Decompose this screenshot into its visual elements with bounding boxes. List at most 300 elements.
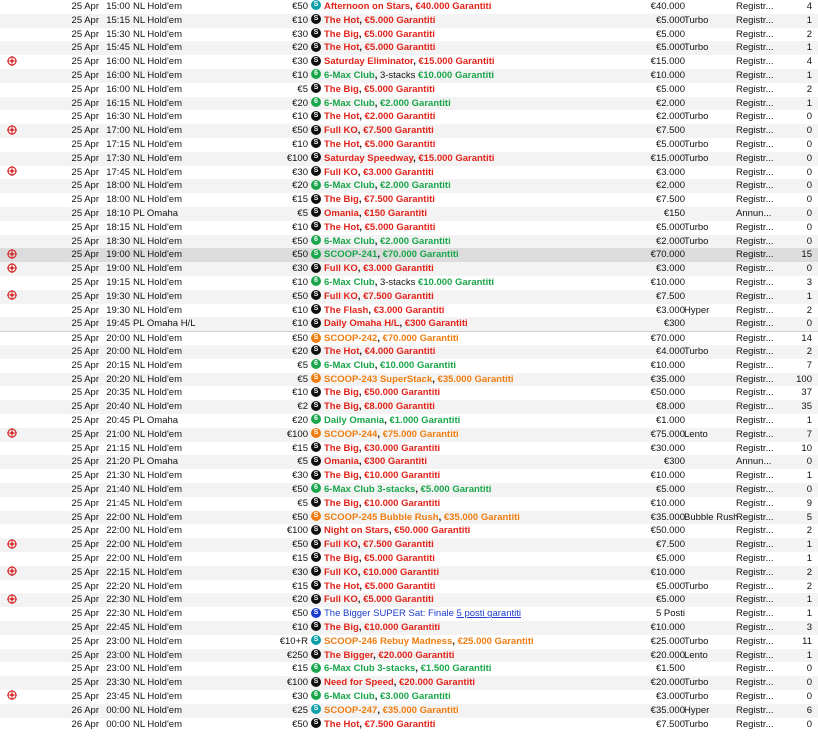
tournament-title: Night on Stars	[324, 525, 389, 537]
room-badge-icon: S	[311, 456, 321, 466]
speed-cell: Hyper	[684, 304, 710, 316]
guarantee-text: €35.000 Garantiti	[382, 704, 459, 716]
table-row[interactable]	[0, 524, 818, 538]
prize-cell: €1.000	[655, 415, 685, 426]
status-cell: Registr...	[736, 97, 774, 109]
players-cell: 1	[806, 97, 812, 109]
table-row[interactable]	[0, 0, 818, 14]
buyin-cell: €15	[292, 663, 308, 675]
table-row[interactable]	[0, 511, 818, 525]
late-reg-cell	[5, 690, 19, 704]
date-cell: 25 Apr	[71, 663, 99, 675]
time-cell: 18:15	[106, 221, 130, 233]
date-cell: 25 Apr	[71, 221, 99, 233]
game-cell: PL Omaha	[133, 208, 179, 219]
status-cell: Registr...	[736, 704, 774, 716]
table-row[interactable]	[0, 552, 818, 566]
table-row[interactable]	[0, 676, 818, 690]
time-cell: 20:00	[106, 333, 130, 345]
tournament-name-cell: S Full KO, €3.000 Garantiti	[311, 166, 627, 180]
guarantee-text: €5.000 Garantiti	[364, 139, 436, 150]
table-row[interactable]	[0, 290, 818, 304]
status-cell: Registr...	[736, 56, 774, 68]
table-row[interactable]	[0, 400, 818, 414]
prize-cell: €10.000	[650, 470, 685, 482]
date-cell: 25 Apr	[71, 304, 99, 316]
guarantee-text: €2.000 Garantiti	[379, 97, 451, 109]
room-badge-icon: S	[311, 566, 321, 576]
date-cell: 25 Apr	[71, 442, 99, 454]
table-row[interactable]	[0, 207, 818, 221]
buyin-cell: €30	[292, 263, 308, 275]
prize-cell: €30.000	[650, 442, 685, 454]
prize-cell: €5.000	[655, 14, 685, 26]
buyin-cell: €50	[292, 608, 308, 620]
room-badge-icon: 6	[311, 69, 321, 79]
time-cell: 00:00	[106, 704, 130, 716]
buyin-cell: €10	[292, 111, 308, 123]
players-cell: 7	[806, 359, 812, 371]
tournament-title: Omania	[324, 208, 359, 219]
date-cell: 25 Apr	[71, 649, 99, 661]
room-badge-icon: S	[311, 442, 321, 452]
prize-cell: €2.000	[655, 111, 685, 123]
buyin-cell: €50	[292, 718, 308, 730]
tournament-title: The Bigger SUPER Sat: Finale	[324, 608, 454, 620]
buyin-cell: €30	[292, 470, 308, 482]
date-cell: 25 Apr	[71, 525, 99, 537]
prize-cell: €8.000	[655, 401, 685, 413]
prize-cell: €70.000	[650, 249, 685, 261]
time-cell: 16:00	[106, 70, 130, 81]
players-cell: 0	[806, 691, 812, 702]
tournament-name-cell: 6 6-Max Club, €3.000 Garantiti	[311, 690, 627, 704]
room-badge-icon: S	[311, 304, 321, 314]
tournament-title: The Hot	[324, 346, 360, 357]
buyin-cell: €5	[297, 83, 308, 95]
table-row[interactable]	[0, 317, 818, 331]
room-badge-icon: S	[311, 83, 321, 93]
tournament-title: 6-Max Club 3-stacks	[324, 663, 416, 675]
table-row[interactable]	[0, 221, 818, 235]
room-badge-icon: S	[311, 470, 321, 480]
room-badge-icon: 6	[311, 690, 321, 700]
time-cell: 20:00	[106, 346, 130, 357]
tournament-title: The Bigger	[324, 649, 374, 661]
time-cell: 21:20	[106, 456, 130, 468]
table-row[interactable]	[0, 580, 818, 594]
table-row[interactable]	[0, 28, 818, 42]
table-row[interactable]	[0, 593, 818, 607]
table-row[interactable]	[0, 414, 818, 428]
time-cell: 18:00	[106, 194, 130, 206]
table-row[interactable]	[0, 55, 818, 69]
guarantee-text: 5 posti garantiti	[456, 608, 521, 620]
date-cell: 25 Apr	[71, 83, 99, 95]
prize-cell: €5.000	[655, 83, 685, 95]
speed-cell: Turbo	[684, 42, 709, 54]
time-cell: 22:15	[106, 566, 130, 578]
time-cell: 23:00	[106, 635, 130, 647]
tournament-title: 6-Max Club	[324, 97, 375, 109]
time-cell: 19:30	[106, 304, 130, 316]
tournament-name-cell: S Night on Stars, €50.000 Garantiti	[311, 524, 627, 538]
table-row[interactable]	[0, 469, 818, 483]
status-cell: Registr...	[736, 318, 774, 330]
status-cell: Registr...	[736, 263, 774, 275]
table-row[interactable]	[0, 345, 818, 359]
tournament-title: SCOOP-246 Rebuy Madness	[324, 635, 453, 647]
room-badge-icon: S	[311, 635, 321, 645]
tournament-name-cell: S SCOOP-241, €70.000 Garantiti	[311, 248, 627, 262]
guarantee-text: €150 Garantiti	[364, 208, 427, 219]
table-row[interactable]	[0, 359, 818, 373]
prize-cell: €10.000	[650, 277, 685, 288]
tournament-name-cell: S Full KO, €7.500 Garantiti	[311, 290, 627, 304]
guarantee-text: €7.500 Garantiti	[363, 290, 434, 302]
tournament-name-cell: 6 6-Max Club, 3-stacks €10.000 Garantiti	[311, 276, 627, 290]
room-badge-icon: 6	[311, 414, 321, 424]
guarantee-text: €1.000 Garantiti	[389, 415, 461, 426]
speed-cell: Turbo	[684, 111, 709, 123]
status-cell: Registr...	[736, 608, 774, 620]
tournament-title: 6-Max Club	[324, 277, 375, 288]
prize-cell: 5 Posti	[655, 608, 685, 620]
players-cell: 14	[801, 333, 812, 345]
guarantee-text: €5.000 Garantiti	[420, 484, 492, 495]
status-cell: Registr...	[736, 553, 774, 564]
time-cell: 21:00	[106, 428, 130, 440]
date-cell: 25 Apr	[71, 97, 99, 109]
buyin-cell: €10	[292, 14, 308, 26]
prize-cell: €10.000	[650, 622, 685, 633]
tournament-title: The Big	[324, 497, 359, 509]
table-row[interactable]	[0, 166, 818, 180]
players-cell: 3	[806, 622, 812, 633]
time-cell: 18:30	[106, 235, 130, 247]
table-row[interactable]	[0, 635, 818, 649]
players-cell: 0	[806, 718, 812, 730]
buyin-cell: €10	[292, 622, 308, 633]
time-cell: 00:00	[106, 718, 130, 730]
tournament-title: The Big	[324, 553, 359, 564]
table-row[interactable]	[0, 497, 818, 511]
tournament-title: Afternoon on Stars	[324, 1, 411, 12]
table-row[interactable]	[0, 179, 818, 193]
speed-cell: Turbo	[684, 139, 709, 150]
room-badge-icon: S	[311, 539, 321, 549]
guarantee-text: €5.000 Garantiti	[364, 42, 436, 54]
buyin-cell: €250	[286, 649, 308, 661]
game-cell: NL Hold'em	[133, 333, 182, 345]
tournament-title: SCOOP-245 Bubble Rush	[324, 511, 439, 523]
room-badge-icon: S	[311, 56, 321, 66]
prize-cell: €25.000	[650, 635, 685, 647]
time-cell: 22:30	[106, 594, 130, 606]
status-cell: Registr...	[736, 1, 774, 12]
tournament-name-cell: S SCOOP-247, €35.000 Garantiti	[311, 704, 627, 718]
table-row[interactable]	[0, 442, 818, 456]
tournament-name-cell: S The Big, €8.000 Garantiti	[311, 400, 627, 414]
table-row[interactable]	[0, 428, 818, 442]
table-row[interactable]	[0, 373, 818, 387]
speed-cell: Turbo	[684, 677, 709, 689]
guarantee-text: €7.500 Garantiti	[363, 125, 434, 137]
buyin-cell: €30	[292, 56, 308, 68]
table-row[interactable]	[0, 110, 818, 124]
buyin-cell: €10+R	[279, 635, 308, 647]
buyin-cell: €30	[292, 166, 308, 178]
tournament-title: 6-Max Club	[324, 359, 375, 371]
prize-cell: €4.000	[655, 346, 685, 357]
buyin-cell: €25	[292, 704, 308, 716]
target-icon	[7, 594, 17, 605]
date-cell: 25 Apr	[71, 635, 99, 647]
tournament-extra: 3-stacks	[379, 70, 416, 81]
tournament-title: Need for Speed	[324, 677, 394, 689]
game-cell: NL Hold'em	[133, 42, 182, 54]
room-badge-icon: S	[311, 649, 321, 659]
date-cell: 25 Apr	[71, 359, 99, 371]
date-cell: 25 Apr	[71, 42, 99, 54]
time-cell: 22:30	[106, 608, 130, 620]
date-cell: 25 Apr	[71, 622, 99, 633]
status-cell: Registr...	[736, 566, 774, 578]
table-row[interactable]	[0, 193, 818, 207]
prize-cell: €300	[663, 456, 685, 468]
time-cell: 16:15	[106, 97, 130, 109]
room-badge-icon: S	[311, 221, 321, 231]
tournament-title: The Big	[324, 387, 359, 399]
time-cell: 19:30	[106, 290, 130, 302]
prize-cell: €7.500	[655, 718, 685, 730]
game-cell: NL Hold'em	[133, 359, 182, 371]
table-row[interactable]	[0, 152, 818, 166]
guarantee-text: €10.000 Garantiti	[364, 622, 441, 633]
table-row[interactable]	[0, 276, 818, 290]
status-cell: Registr...	[736, 663, 774, 675]
buyin-cell: €50	[292, 1, 308, 12]
players-cell: 1	[806, 470, 812, 482]
buyin-cell: €10	[292, 277, 308, 288]
guarantee-text: €30.000 Garantiti	[364, 442, 441, 454]
table-row[interactable]	[0, 607, 818, 621]
table-row[interactable]	[0, 649, 818, 663]
buyin-cell: €5	[297, 208, 308, 219]
date-cell: 25 Apr	[71, 594, 99, 606]
tournament-name-cell: S Daily Omaha H/L, €300 Garantiti	[311, 317, 627, 331]
tournament-name-cell: S SCOOP-246 Rebuy Madness, €25.000 Garantiti	[311, 635, 627, 649]
players-cell: 1	[806, 539, 812, 551]
game-cell: NL Hold'em	[133, 539, 182, 551]
tournament-name-cell: S Saturday Speedway, €15.000 Garantiti	[311, 152, 627, 166]
table-row[interactable]	[0, 262, 818, 276]
game-cell: NL Hold'em	[133, 83, 182, 95]
time-cell: 18:10	[106, 208, 130, 219]
date-cell: 25 Apr	[71, 125, 99, 137]
game-cell: NL Hold'em	[133, 387, 182, 399]
table-row[interactable]	[0, 331, 818, 346]
prize-cell: €10.000	[650, 70, 685, 81]
game-cell: NL Hold'em	[133, 635, 182, 647]
date-cell: 25 Apr	[71, 70, 99, 81]
guarantee-text: €10.000 Garantiti	[363, 566, 440, 578]
players-cell: 0	[806, 235, 812, 247]
table-row[interactable]	[0, 235, 818, 249]
date-cell: 25 Apr	[71, 484, 99, 495]
date-cell: 25 Apr	[71, 235, 99, 247]
time-cell: 20:40	[106, 401, 130, 413]
speed-cell: Turbo	[684, 14, 709, 26]
late-reg-cell	[5, 538, 19, 552]
tournament-title: The Big	[324, 470, 359, 482]
game-cell: NL Hold'em	[133, 194, 182, 206]
status-cell: Registr...	[736, 470, 774, 482]
table-row[interactable]	[0, 538, 818, 552]
tournament-name-cell: S SCOOP-244, €75.000 Garantiti	[311, 428, 627, 442]
status-cell: Registr...	[736, 691, 774, 702]
time-cell: 19:00	[106, 249, 130, 261]
table-row[interactable]	[0, 483, 818, 497]
buyin-cell: €50	[292, 125, 308, 137]
buyin-cell: €100	[286, 428, 308, 440]
speed-cell: Turbo	[684, 346, 709, 357]
game-cell: NL Hold'em	[133, 180, 182, 192]
game-cell: NL Hold'em	[133, 566, 182, 578]
tournament-title: The Flash	[324, 304, 369, 316]
room-badge-icon: S	[311, 608, 321, 618]
time-cell: 18:00	[106, 180, 130, 192]
room-badge-icon: S	[311, 138, 321, 148]
tournament-name-cell: S The Big, €5.000 Garantiti	[311, 83, 627, 97]
buyin-cell: €100	[286, 152, 308, 164]
room-badge-icon: S	[311, 525, 321, 535]
tournament-title: Full KO	[324, 566, 358, 578]
late-reg-cell	[5, 566, 19, 580]
guarantee-text: €7.500 Garantiti	[363, 539, 434, 551]
players-cell: 2	[806, 580, 812, 592]
game-cell: NL Hold'em	[133, 235, 182, 247]
players-cell: 0	[806, 194, 812, 206]
tournament-name-cell: 6 6-Max Club 3-stacks, €1.500 Garantiti	[311, 662, 627, 676]
prize-cell: €3.000	[655, 166, 685, 178]
guarantee-text: €10.000 Garantiti	[364, 497, 441, 509]
game-cell: NL Hold'em	[133, 525, 182, 537]
target-icon	[7, 291, 17, 302]
table-row[interactable]	[0, 97, 818, 111]
time-cell: 20:15	[106, 359, 130, 371]
guarantee-text: €40.000 Garantiti	[415, 1, 492, 12]
game-cell: PL Omaha H/L	[133, 318, 196, 330]
time-cell: 15:45	[106, 42, 130, 54]
game-cell: NL Hold'em	[133, 608, 182, 620]
guarantee-text: €2.000 Garantiti	[364, 111, 436, 123]
table-row[interactable]	[0, 704, 818, 718]
table-row[interactable]	[0, 718, 818, 732]
status-cell: Registr...	[736, 511, 774, 523]
buyin-cell: €30	[292, 691, 308, 702]
target-icon	[7, 263, 17, 274]
status-cell: Registr...	[736, 415, 774, 426]
tournament-name-cell: S The Big, €30.000 Garantiti	[311, 442, 627, 456]
date-cell: 25 Apr	[71, 566, 99, 578]
tournament-title: The Big	[324, 622, 359, 633]
table-row[interactable]	[0, 386, 818, 400]
table-row[interactable]	[0, 83, 818, 97]
buyin-cell: €10	[292, 304, 308, 316]
date-cell: 25 Apr	[71, 152, 99, 164]
room-badge-icon: S	[311, 125, 321, 135]
time-cell: 22:45	[106, 622, 130, 633]
table-row[interactable]	[0, 69, 818, 83]
tournament-title: The Big	[324, 442, 359, 454]
table-row[interactable]	[0, 662, 818, 676]
time-cell: 16:30	[106, 111, 130, 123]
prize-cell: €2.000	[655, 97, 685, 109]
date-cell: 25 Apr	[71, 290, 99, 302]
tournament-title: The Hot	[324, 718, 360, 730]
tournament-title: The Hot	[324, 139, 360, 150]
room-badge-icon: S	[311, 373, 321, 383]
tournament-name-cell: 6 6-Max Club, €2.000 Garantiti	[311, 235, 627, 249]
prize-cell: €2.000	[655, 180, 685, 192]
tournament-name-cell: 6 6-Max Club, 3-stacks €10.000 Garantiti	[311, 69, 627, 83]
room-badge-icon: S	[311, 207, 321, 217]
table-row[interactable]	[0, 566, 818, 580]
game-cell: NL Hold'em	[133, 594, 182, 606]
room-badge-icon: S	[311, 194, 321, 204]
tournament-title: Saturday Speedway	[324, 152, 414, 164]
guarantee-text: €5.000 Garantiti	[364, 83, 435, 95]
table-row[interactable]	[0, 455, 818, 469]
players-cell: 2	[806, 28, 812, 40]
game-cell: NL Hold'em	[133, 580, 182, 592]
guarantee-text: €50.000 Garantiti	[394, 525, 471, 537]
tournament-title: The Hot	[324, 42, 360, 54]
speed-cell: Turbo	[684, 691, 709, 702]
guarantee-text: €2.000 Garantiti	[379, 235, 451, 247]
date-cell: 25 Apr	[71, 1, 99, 12]
game-cell: NL Hold'em	[133, 56, 182, 68]
time-cell: 21:30	[106, 470, 130, 482]
table-row[interactable]	[0, 690, 818, 704]
table-row[interactable]	[0, 138, 818, 152]
room-badge-icon: S	[311, 677, 321, 687]
status-cell: Registr...	[736, 304, 774, 316]
room-badge-icon: S	[311, 263, 321, 273]
table-row[interactable]	[0, 41, 818, 55]
buyin-cell: €20	[292, 415, 308, 426]
prize-cell: €1.500	[655, 663, 685, 675]
table-row[interactable]	[0, 248, 818, 262]
table-row[interactable]	[0, 14, 818, 28]
status-cell: Registr...	[736, 249, 774, 261]
prize-cell: €7.500	[655, 539, 685, 551]
room-badge-icon: S	[311, 345, 321, 355]
table-row[interactable]	[0, 304, 818, 318]
table-row[interactable]	[0, 124, 818, 138]
prize-cell: €10.000	[650, 566, 685, 578]
players-cell: 0	[806, 677, 812, 689]
tournament-name-cell: S The Big, €7.500 Garantiti	[311, 193, 627, 207]
table-row[interactable]	[0, 621, 818, 635]
game-cell: NL Hold'em	[133, 553, 182, 564]
tournament-name-cell: S The Hot, €7.500 Garantiti	[311, 718, 627, 732]
room-badge-icon: S	[311, 552, 321, 562]
date-cell: 25 Apr	[71, 470, 99, 482]
time-cell: 16:00	[106, 56, 130, 68]
players-cell: 0	[806, 166, 812, 178]
